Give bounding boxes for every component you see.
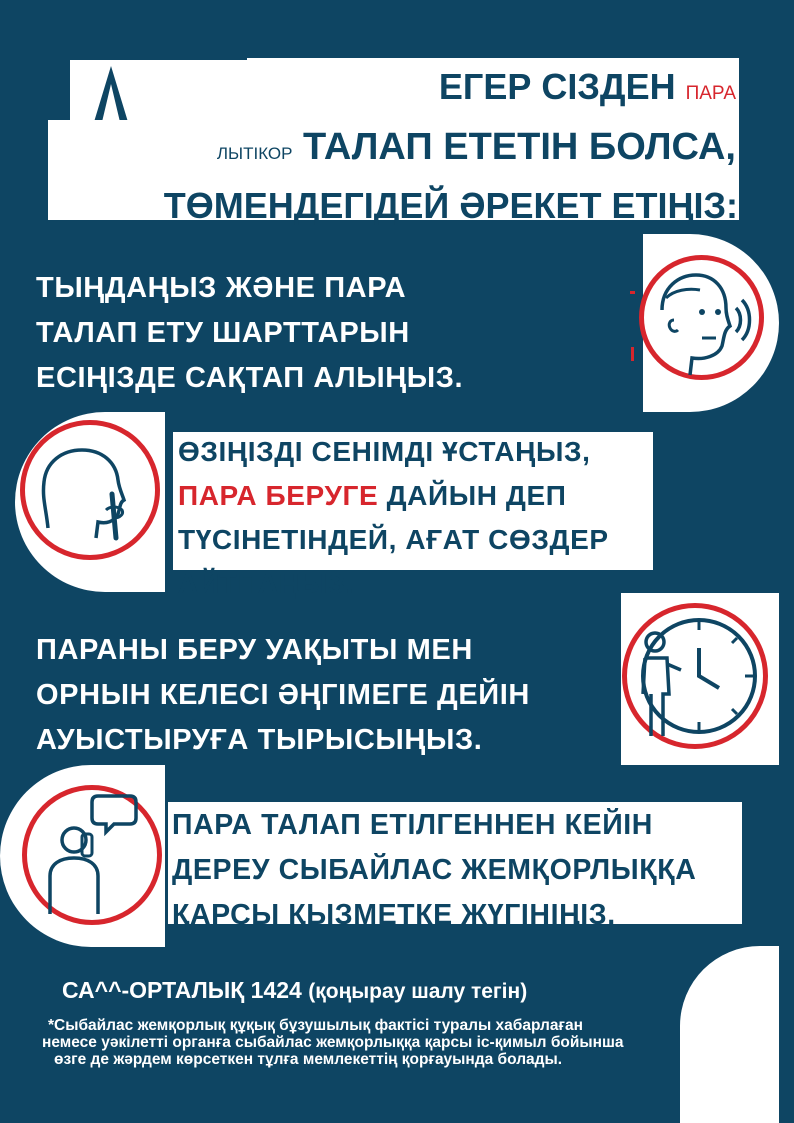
hotline-text: СА^^-ОРТАЛЫҚ 1424 (қоңырау шалу тегін) [62,977,528,1003]
footer-note: *Сыбайлас жемқорлық құқық бұзушылық фактісі туралы хабарлаған немесе уәкілетті органға сыбайлас жемқорлыққа қарсы іс-қимыл бойынша өзге де жәрдем көрсеткен тұлға мемлекеттің қорғауында болады. [42,1017,624,1068]
red-marker [630,291,635,316]
section2-text: ӨЗІҢІЗДІ СЕНІМДІ ҰСТАҢЫЗ, ПАРА БЕРУГЕ ДАЙЫН ДЕП ТҮСІНЕТІНДЕЙ, АҒАТ СӨЗДЕР АЙТПАҢЫЗ. [178,436,609,599]
listening-head-icon [644,260,759,375]
header-line1: ЕГЕР СІЗДЕН ПАРА [438,66,736,107]
header-line2: ЛЫТІКОР ТАЛАП ЕТЕТІН БОЛСА, [216,126,736,168]
section4-text: ПАРА ТАЛАП ЕТІЛГЕННЕН КЕЙІН ДЕРЕУ СЫБАЙЛАС ЖЕМҚОРЛЫҚҚА ҚАРСЫ ҚЫЗМЕТКЕ ЖҮГІНІҢІЗ. [172,809,697,931]
header-line3: ТӨМЕНДЕГІДЕЙ ӘРЕКЕТ ЕТІҢІЗ: [163,185,738,226]
footer-corner-panel [680,946,779,1123]
section3-text: ПАРАНЫ БЕРУ УАҚЫТЫ МЕН ОРНЫН КЕЛЕСІ ӘҢГІМЕГЕ ДЕЙІН АУЫСТЫРУҒА ТЫРЫСЫҢЫЗ. [36,634,530,756]
silence-head-icon [28,428,152,552]
clock-person-icon [627,608,763,744]
red-marker-2 [631,347,634,361]
phone-call-icon [30,790,154,920]
logo-icon [82,62,140,122]
section1-text: ТЫҢДАҢЫЗ ЖӘНЕ ПАРА ТАЛАП ЕТУ ШАРТТАРЫН ЕСІҢІЗДЕ САҚТАП АЛЫҢЫЗ. [36,272,464,394]
